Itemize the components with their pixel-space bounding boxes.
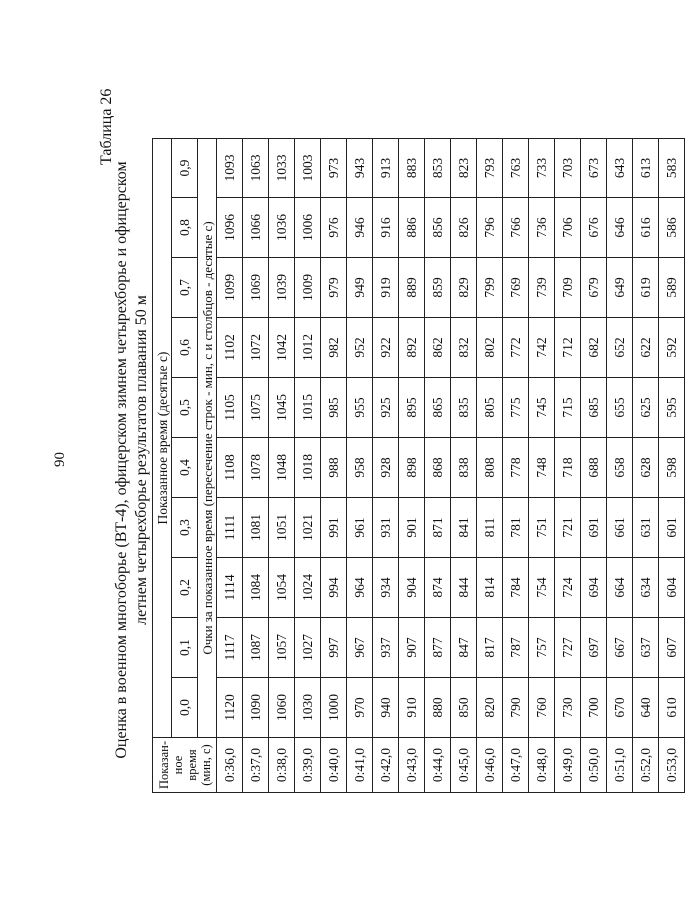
column-header: 0,4	[172, 438, 198, 498]
score-cell: 1009	[295, 258, 321, 318]
score-cell: 1102	[217, 318, 243, 378]
score-cell: 940	[373, 678, 399, 738]
time-cell: 0:53,0	[659, 738, 685, 793]
score-cell: 733	[529, 139, 555, 198]
score-cell: 643	[607, 139, 633, 198]
score-cell: 991	[321, 498, 347, 558]
score-cell: 976	[321, 198, 347, 258]
table-body	[217, 139, 685, 793]
score-cell: 757	[529, 618, 555, 678]
score-cell: 697	[581, 618, 607, 678]
score-cell: 982	[321, 318, 347, 378]
column-header: 0,6	[172, 318, 198, 378]
score-cell: 745	[529, 378, 555, 438]
score-cell: 628	[633, 438, 659, 498]
score-cell: 925	[373, 378, 399, 438]
score-cell: 763	[503, 139, 529, 198]
column-header: 0,0	[172, 678, 198, 738]
score-cell: 790	[503, 678, 529, 738]
score-cell: 1051	[269, 498, 295, 558]
score-cell: 931	[373, 498, 399, 558]
score-cell: 847	[451, 618, 477, 678]
score-cell: 967	[347, 618, 373, 678]
score-cell: 910	[399, 678, 425, 738]
score-cell: 1096	[217, 198, 243, 258]
score-cell: 1039	[269, 258, 295, 318]
table-row	[477, 139, 503, 793]
score-cell: 601	[659, 498, 685, 558]
table-row	[581, 139, 607, 793]
table-row	[373, 139, 399, 793]
score-cell: 742	[529, 318, 555, 378]
time-cell: 0:51,0	[607, 738, 633, 793]
score-cell: 661	[607, 498, 633, 558]
score-cell: 1090	[243, 678, 269, 738]
score-cell: 712	[555, 318, 581, 378]
score-cell: 961	[347, 498, 373, 558]
score-cell: 592	[659, 318, 685, 378]
score-cell: 817	[477, 618, 503, 678]
score-cell: 1111	[217, 498, 243, 558]
score-cell: 787	[503, 618, 529, 678]
score-cell: 1042	[269, 318, 295, 378]
score-cell: 664	[607, 558, 633, 618]
score-cell: 964	[347, 558, 373, 618]
score-cell: 1036	[269, 198, 295, 258]
table-row	[399, 139, 425, 793]
score-cell: 1114	[217, 558, 243, 618]
score-cell: 691	[581, 498, 607, 558]
score-cell: 694	[581, 558, 607, 618]
score-cell: 913	[373, 139, 399, 198]
table-row	[347, 139, 373, 793]
score-cell: 934	[373, 558, 399, 618]
score-cell: 826	[451, 198, 477, 258]
score-cell: 1060	[269, 678, 295, 738]
score-cell: 703	[555, 139, 581, 198]
score-cell: 901	[399, 498, 425, 558]
score-cell: 1000	[321, 678, 347, 738]
score-cell: 802	[477, 318, 503, 378]
time-cell: 0:41,0	[347, 738, 373, 793]
score-cell: 808	[477, 438, 503, 498]
score-cell: 673	[581, 139, 607, 198]
time-cell: 0:52,0	[633, 738, 659, 793]
score-cell: 1063	[243, 139, 269, 198]
table-row	[633, 139, 659, 793]
time-cell: 0:46,0	[477, 738, 503, 793]
table-row	[451, 139, 477, 793]
score-cell: 640	[633, 678, 659, 738]
score-cell: 814	[477, 558, 503, 618]
score-cell: 619	[633, 258, 659, 318]
score-cell: 688	[581, 438, 607, 498]
score-cell: 646	[607, 198, 633, 258]
sub-header: Очки за показанное время (пересечение строк - мин, с и столбцов - десятые с)	[198, 139, 217, 738]
score-cell: 871	[425, 498, 451, 558]
score-cell: 658	[607, 438, 633, 498]
score-cell: 1117	[217, 618, 243, 678]
score-cell: 883	[399, 139, 425, 198]
table-label: Таблица 26	[98, 88, 115, 165]
score-cell: 610	[659, 678, 685, 738]
score-cell: 844	[451, 558, 477, 618]
title-line-1: Оценка в военном многоборье (ВТ-4), офицерском зимнем четырехборье и офицерском	[113, 161, 130, 759]
score-cell: 1033	[269, 139, 295, 198]
score-cell: 877	[425, 618, 451, 678]
score-cell: 754	[529, 558, 555, 618]
score-cell: 793	[477, 139, 503, 198]
score-cell: 1075	[243, 378, 269, 438]
table-row	[243, 139, 269, 793]
score-cell: 685	[581, 378, 607, 438]
score-cell: 904	[399, 558, 425, 618]
score-cell: 856	[425, 198, 451, 258]
score-cell: 748	[529, 438, 555, 498]
score-cell: 973	[321, 139, 347, 198]
score-cell: 796	[477, 198, 503, 258]
score-cell: 781	[503, 498, 529, 558]
score-cell: 1078	[243, 438, 269, 498]
table-row	[425, 139, 451, 793]
score-cell: 988	[321, 438, 347, 498]
score-cell: 1015	[295, 378, 321, 438]
score-cell: 985	[321, 378, 347, 438]
score-cell: 943	[347, 139, 373, 198]
column-header: 0,9	[172, 139, 198, 198]
score-cell: 715	[555, 378, 581, 438]
score-cell: 838	[451, 438, 477, 498]
table-row	[295, 139, 321, 793]
score-cell: 958	[347, 438, 373, 498]
score-cell: 700	[581, 678, 607, 738]
column-header: 0,7	[172, 258, 198, 318]
table-row	[503, 139, 529, 793]
group-header: Показанное время (десятые с)	[153, 139, 172, 738]
score-cell: 994	[321, 558, 347, 618]
score-cell: 1069	[243, 258, 269, 318]
row-header-cell	[153, 738, 217, 793]
score-cell: 907	[399, 618, 425, 678]
score-cell: 892	[399, 318, 425, 378]
score-cell: 775	[503, 378, 529, 438]
score-cell: 718	[555, 438, 581, 498]
score-cell: 1030	[295, 678, 321, 738]
score-cell: 841	[451, 498, 477, 558]
score-cell: 604	[659, 558, 685, 618]
time-cell: 0:44,0	[425, 738, 451, 793]
score-cell: 916	[373, 198, 399, 258]
score-cell: 1048	[269, 438, 295, 498]
scoring-table	[152, 138, 685, 793]
score-cell: 799	[477, 258, 503, 318]
score-cell: 823	[451, 139, 477, 198]
column-header: 0,1	[172, 618, 198, 678]
score-cell: 583	[659, 139, 685, 198]
score-cell: 952	[347, 318, 373, 378]
score-cell: 850	[451, 678, 477, 738]
score-cell: 1057	[269, 618, 295, 678]
score-cell: 1012	[295, 318, 321, 378]
table-row	[321, 139, 347, 793]
score-cell: 1003	[295, 139, 321, 198]
score-cell: 835	[451, 378, 477, 438]
score-cell: 979	[321, 258, 347, 318]
score-cell: 676	[581, 198, 607, 258]
score-cell: 928	[373, 438, 399, 498]
score-cell: 868	[425, 438, 451, 498]
column-header: 0,8	[172, 198, 198, 258]
score-cell: 820	[477, 678, 503, 738]
score-cell: 760	[529, 678, 555, 738]
score-cell: 1027	[295, 618, 321, 678]
column-header: 0,5	[172, 378, 198, 438]
time-cell: 0:50,0	[581, 738, 607, 793]
time-cell: 0:36,0	[217, 738, 243, 793]
score-cell: 652	[607, 318, 633, 378]
row-header-line: ное	[170, 755, 185, 775]
score-cell: 1006	[295, 198, 321, 258]
table-row	[659, 139, 685, 793]
score-cell: 649	[607, 258, 633, 318]
score-cell: 865	[425, 378, 451, 438]
time-cell: 0:43,0	[399, 738, 425, 793]
score-cell: 889	[399, 258, 425, 318]
score-cell: 1108	[217, 438, 243, 498]
table-row	[269, 139, 295, 793]
score-cell: 1045	[269, 378, 295, 438]
score-cell: 1021	[295, 498, 321, 558]
score-cell: 598	[659, 438, 685, 498]
score-cell: 616	[633, 198, 659, 258]
time-cell: 0:48,0	[529, 738, 555, 793]
score-cell: 634	[633, 558, 659, 618]
score-cell: 655	[607, 378, 633, 438]
score-cell: 682	[581, 318, 607, 378]
score-cell: 1105	[217, 378, 243, 438]
score-cell: 766	[503, 198, 529, 258]
score-cell: 859	[425, 258, 451, 318]
table-row	[217, 139, 243, 793]
time-cell: 0:37,0	[243, 738, 269, 793]
time-cell: 0:40,0	[321, 738, 347, 793]
score-cell: 784	[503, 558, 529, 618]
score-cell: 1054	[269, 558, 295, 618]
score-cell: 1024	[295, 558, 321, 618]
score-cell: 1018	[295, 438, 321, 498]
score-cell: 898	[399, 438, 425, 498]
score-cell: 727	[555, 618, 581, 678]
page-number: 90	[52, 452, 68, 467]
score-cell: 832	[451, 318, 477, 378]
score-cell: 772	[503, 318, 529, 378]
score-cell: 1084	[243, 558, 269, 618]
score-cell: 589	[659, 258, 685, 318]
score-cell: 919	[373, 258, 399, 318]
score-cell: 829	[451, 258, 477, 318]
row-header-line: (мин, с)	[198, 744, 213, 786]
score-cell: 625	[633, 378, 659, 438]
title-line-2: летнем четырехборье результатов плавания 50 м	[133, 295, 150, 625]
score-cell: 709	[555, 258, 581, 318]
score-cell: 937	[373, 618, 399, 678]
score-cell: 769	[503, 258, 529, 318]
score-cell: 631	[633, 498, 659, 558]
score-cell: 706	[555, 198, 581, 258]
time-cell: 0:42,0	[373, 738, 399, 793]
score-cell: 862	[425, 318, 451, 378]
score-cell: 778	[503, 438, 529, 498]
table-row	[529, 139, 555, 793]
score-cell: 886	[399, 198, 425, 258]
score-cell: 1093	[217, 139, 243, 198]
table-row	[555, 139, 581, 793]
row-header-line: Показан-	[156, 740, 171, 790]
score-cell: 880	[425, 678, 451, 738]
score-cell: 853	[425, 139, 451, 198]
score-cell: 1081	[243, 498, 269, 558]
score-cell: 1072	[243, 318, 269, 378]
column-header: 0,2	[172, 558, 198, 618]
column-header-row	[172, 139, 198, 793]
score-cell: 922	[373, 318, 399, 378]
score-cell: 586	[659, 198, 685, 258]
column-header: 0,3	[172, 498, 198, 558]
score-cell: 739	[529, 258, 555, 318]
score-cell: 667	[607, 618, 633, 678]
time-cell: 0:38,0	[269, 738, 295, 793]
score-cell: 613	[633, 139, 659, 198]
score-cell: 1066	[243, 198, 269, 258]
score-cell: 874	[425, 558, 451, 618]
score-cell: 970	[347, 678, 373, 738]
score-cell: 670	[607, 678, 633, 738]
time-cell: 0:45,0	[451, 738, 477, 793]
time-cell: 0:47,0	[503, 738, 529, 793]
score-cell: 679	[581, 258, 607, 318]
score-cell: 949	[347, 258, 373, 318]
table-title	[112, 115, 152, 805]
score-cell: 751	[529, 498, 555, 558]
score-cell: 721	[555, 498, 581, 558]
time-cell: 0:39,0	[295, 738, 321, 793]
row-header-line: время	[184, 749, 199, 781]
score-cell: 1120	[217, 678, 243, 738]
score-cell: 895	[399, 378, 425, 438]
time-cell: 0:49,0	[555, 738, 581, 793]
score-cell: 730	[555, 678, 581, 738]
score-cell: 805	[477, 378, 503, 438]
table-row	[607, 139, 633, 793]
score-cell: 595	[659, 378, 685, 438]
score-cell: 724	[555, 558, 581, 618]
score-cell: 997	[321, 618, 347, 678]
score-cell: 955	[347, 378, 373, 438]
score-cell: 1087	[243, 618, 269, 678]
score-cell: 811	[477, 498, 503, 558]
score-cell: 946	[347, 198, 373, 258]
score-cell: 637	[633, 618, 659, 678]
score-cell: 1099	[217, 258, 243, 318]
score-cell: 622	[633, 318, 659, 378]
score-cell: 607	[659, 618, 685, 678]
score-cell: 736	[529, 198, 555, 258]
